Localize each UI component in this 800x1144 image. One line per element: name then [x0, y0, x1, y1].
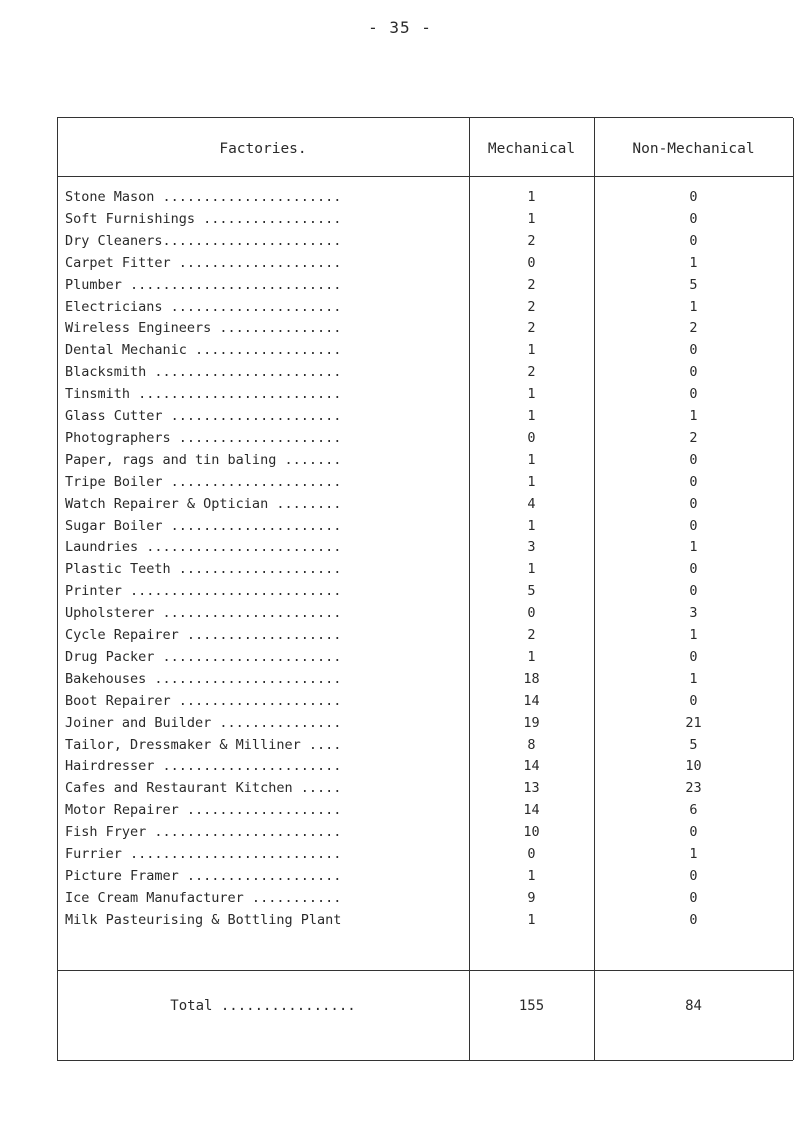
table-row [57, 625, 793, 647]
row-non-mechanical: 1 [689, 539, 698, 556]
table-row [57, 253, 793, 275]
table-row [57, 713, 793, 735]
row-mechanical: 4 [527, 495, 536, 512]
table-row [57, 844, 793, 866]
row-non-mechanical: 0 [689, 386, 698, 403]
table-row [57, 384, 793, 406]
row-name: Furrier .......................... [65, 846, 342, 862]
row-mechanical: 0 [527, 254, 536, 271]
row-mechanical: 1 [527, 210, 536, 227]
header-factories: Factories. [219, 141, 307, 157]
table-row [57, 581, 793, 603]
row-name: Joiner and Builder ............... [65, 714, 342, 731]
row-name: Wireless Engineers ............... [65, 320, 342, 337]
table-row [57, 231, 793, 253]
table-row [57, 275, 793, 297]
row-non-mechanical: 23 [685, 780, 702, 797]
row-non-mechanical: 0 [689, 473, 698, 490]
row-non-mechanical: 0 [689, 495, 698, 512]
row-non-mechanical: 1 [689, 298, 698, 315]
table-row [57, 472, 793, 494]
row-non-mechanical: 0 [689, 451, 698, 468]
row-non-mechanical: 0 [689, 824, 698, 841]
row-non-mechanical: 10 [685, 758, 702, 775]
row-non-mechanical: 1 [689, 670, 698, 687]
row-name: Photographers .................... [65, 429, 342, 446]
row-name: Bakehouses ....................... [65, 670, 342, 687]
page-number: - 35 - [368, 18, 432, 37]
table-border-right [793, 118, 794, 1060]
table-row [57, 537, 793, 559]
row-mechanical: 1 [527, 911, 536, 928]
row-mechanical: 2 [527, 320, 536, 337]
row-name: Cafes and Restaurant Kitchen ..... [65, 780, 342, 797]
row-mechanical: 1 [527, 451, 536, 468]
table-row [57, 691, 793, 713]
row-non-mechanical: 0 [689, 583, 698, 600]
row-name: Printer .......................... [65, 583, 342, 600]
table-row [57, 822, 793, 844]
table-row [57, 888, 793, 910]
row-mechanical: 13 [523, 780, 540, 797]
row-name: Laundries ........................ [65, 539, 342, 556]
table-row [57, 362, 793, 384]
row-non-mechanical: 0 [689, 189, 698, 205]
row-non-mechanical: 0 [689, 342, 698, 359]
row-mechanical: 0 [527, 605, 536, 622]
table-row [57, 450, 793, 472]
row-non-mechanical: 21 [685, 714, 702, 731]
row-non-mechanical: 1 [689, 408, 698, 424]
row-mechanical: 1 [527, 867, 536, 884]
row-name: Blacksmith ....................... [65, 364, 342, 381]
table-row [57, 428, 793, 450]
table-row [57, 516, 793, 538]
total-label: Total ................ [170, 998, 356, 1014]
row-name: Fish Fryer ....................... [65, 824, 342, 841]
row-name: Boot Repairer .................... [65, 692, 342, 709]
row-non-mechanical: 0 [689, 232, 698, 249]
table-row [57, 778, 793, 800]
total-divider [57, 970, 793, 971]
table-row [57, 406, 793, 428]
row-name: Sugar Boiler ..................... [65, 517, 342, 534]
row-non-mechanical: 0 [689, 889, 698, 906]
row-mechanical: 14 [523, 758, 540, 775]
table-row [57, 187, 793, 209]
row-non-mechanical: 0 [689, 911, 698, 928]
total-row [57, 984, 793, 1028]
header-non-mechanical: Non-Mechanical [632, 141, 755, 157]
row-mechanical: 19 [523, 714, 540, 731]
row-mechanical: 2 [527, 364, 536, 381]
table-row [57, 647, 793, 669]
table-row [57, 559, 793, 581]
table-row [57, 494, 793, 516]
total-non-mechanical: 84 [685, 998, 702, 1014]
row-non-mechanical: 2 [689, 320, 698, 337]
factories-table [57, 117, 793, 1061]
table-row [57, 866, 793, 888]
row-non-mechanical: 1 [689, 627, 698, 643]
total-mechanical: 155 [518, 998, 545, 1014]
row-name: Electricians ..................... [65, 298, 342, 315]
row-mechanical: 1 [527, 517, 536, 534]
row-non-mechanical: 1 [689, 846, 698, 862]
row-name: Glass Cutter ..................... [65, 408, 342, 424]
table-row [57, 735, 793, 757]
table-row [57, 603, 793, 625]
table-row [57, 340, 793, 362]
row-mechanical: 14 [523, 692, 540, 709]
row-name: Tinsmith ......................... [65, 386, 342, 403]
row-mechanical: 8 [527, 736, 536, 753]
row-non-mechanical: 0 [689, 867, 698, 884]
row-name: Drug Packer ...................... [65, 648, 342, 665]
row-name: Tripe Boiler ..................... [65, 473, 342, 490]
table-row [57, 910, 793, 932]
row-name: Stone Mason ...................... [65, 189, 342, 205]
row-mechanical: 3 [527, 539, 536, 556]
header-mechanical: Mechanical [487, 141, 576, 157]
row-mechanical: 1 [527, 561, 536, 578]
header-divider [57, 176, 793, 177]
row-name: Hairdresser ...................... [65, 758, 342, 775]
row-non-mechanical: 5 [689, 276, 698, 293]
row-mechanical: 1 [527, 342, 536, 359]
row-mechanical: 1 [527, 473, 536, 490]
row-name: Tailor, Dressmaker & Milliner .... [65, 736, 342, 753]
table-row [57, 209, 793, 231]
row-name: Motor Repairer ................... [65, 802, 342, 819]
row-non-mechanical: 0 [689, 210, 698, 227]
row-mechanical: 10 [523, 824, 540, 841]
row-mechanical: 1 [527, 189, 536, 205]
row-mechanical: 2 [527, 298, 536, 315]
table-row [57, 318, 793, 340]
row-mechanical: 1 [527, 648, 536, 665]
row-non-mechanical: 0 [689, 692, 698, 709]
row-name: Soft Furnishings ................. [65, 210, 342, 227]
row-mechanical: 18 [523, 670, 540, 687]
row-mechanical: 1 [527, 408, 536, 424]
row-non-mechanical: 0 [689, 517, 698, 534]
row-non-mechanical: 1 [689, 254, 698, 271]
row-mechanical: 2 [527, 627, 536, 643]
table-row [57, 297, 793, 319]
row-mechanical: 14 [523, 802, 540, 819]
row-non-mechanical: 6 [689, 802, 698, 819]
row-name: Watch Repairer & Optician ........ [65, 495, 342, 512]
table-row [57, 756, 793, 778]
row-mechanical: 5 [527, 583, 536, 600]
row-name: Paper, rags and tin baling ....... [65, 451, 342, 468]
row-name: Plastic Teeth .................... [65, 561, 342, 578]
row-mechanical: 2 [527, 232, 536, 249]
row-non-mechanical: 0 [689, 561, 698, 578]
table-row [57, 669, 793, 691]
row-mechanical: 0 [527, 846, 536, 862]
row-name: Picture Framer ................... [65, 867, 342, 884]
row-mechanical: 9 [527, 889, 536, 906]
row-non-mechanical: 5 [689, 736, 698, 753]
row-non-mechanical: 3 [689, 605, 698, 622]
row-name: Carpet Fitter .................... [65, 254, 342, 271]
row-non-mechanical: 0 [689, 648, 698, 665]
row-name: Dental Mechanic .................. [65, 342, 342, 359]
table-row [57, 800, 793, 822]
row-mechanical: 1 [527, 386, 536, 403]
row-non-mechanical: 0 [689, 364, 698, 381]
row-name: Upholsterer ...................... [65, 605, 342, 622]
row-name: Milk Pasteurising & Bottling Plant [65, 911, 342, 928]
row-name: Cycle Repairer ................... [65, 627, 342, 643]
row-non-mechanical: 2 [689, 429, 698, 446]
row-mechanical: 0 [527, 429, 536, 446]
row-name: Plumber .......................... [65, 276, 342, 293]
row-name: Ice Cream Manufacturer ........... [65, 889, 342, 906]
row-name: Dry Cleaners...................... [65, 232, 342, 249]
row-mechanical: 2 [527, 276, 536, 293]
